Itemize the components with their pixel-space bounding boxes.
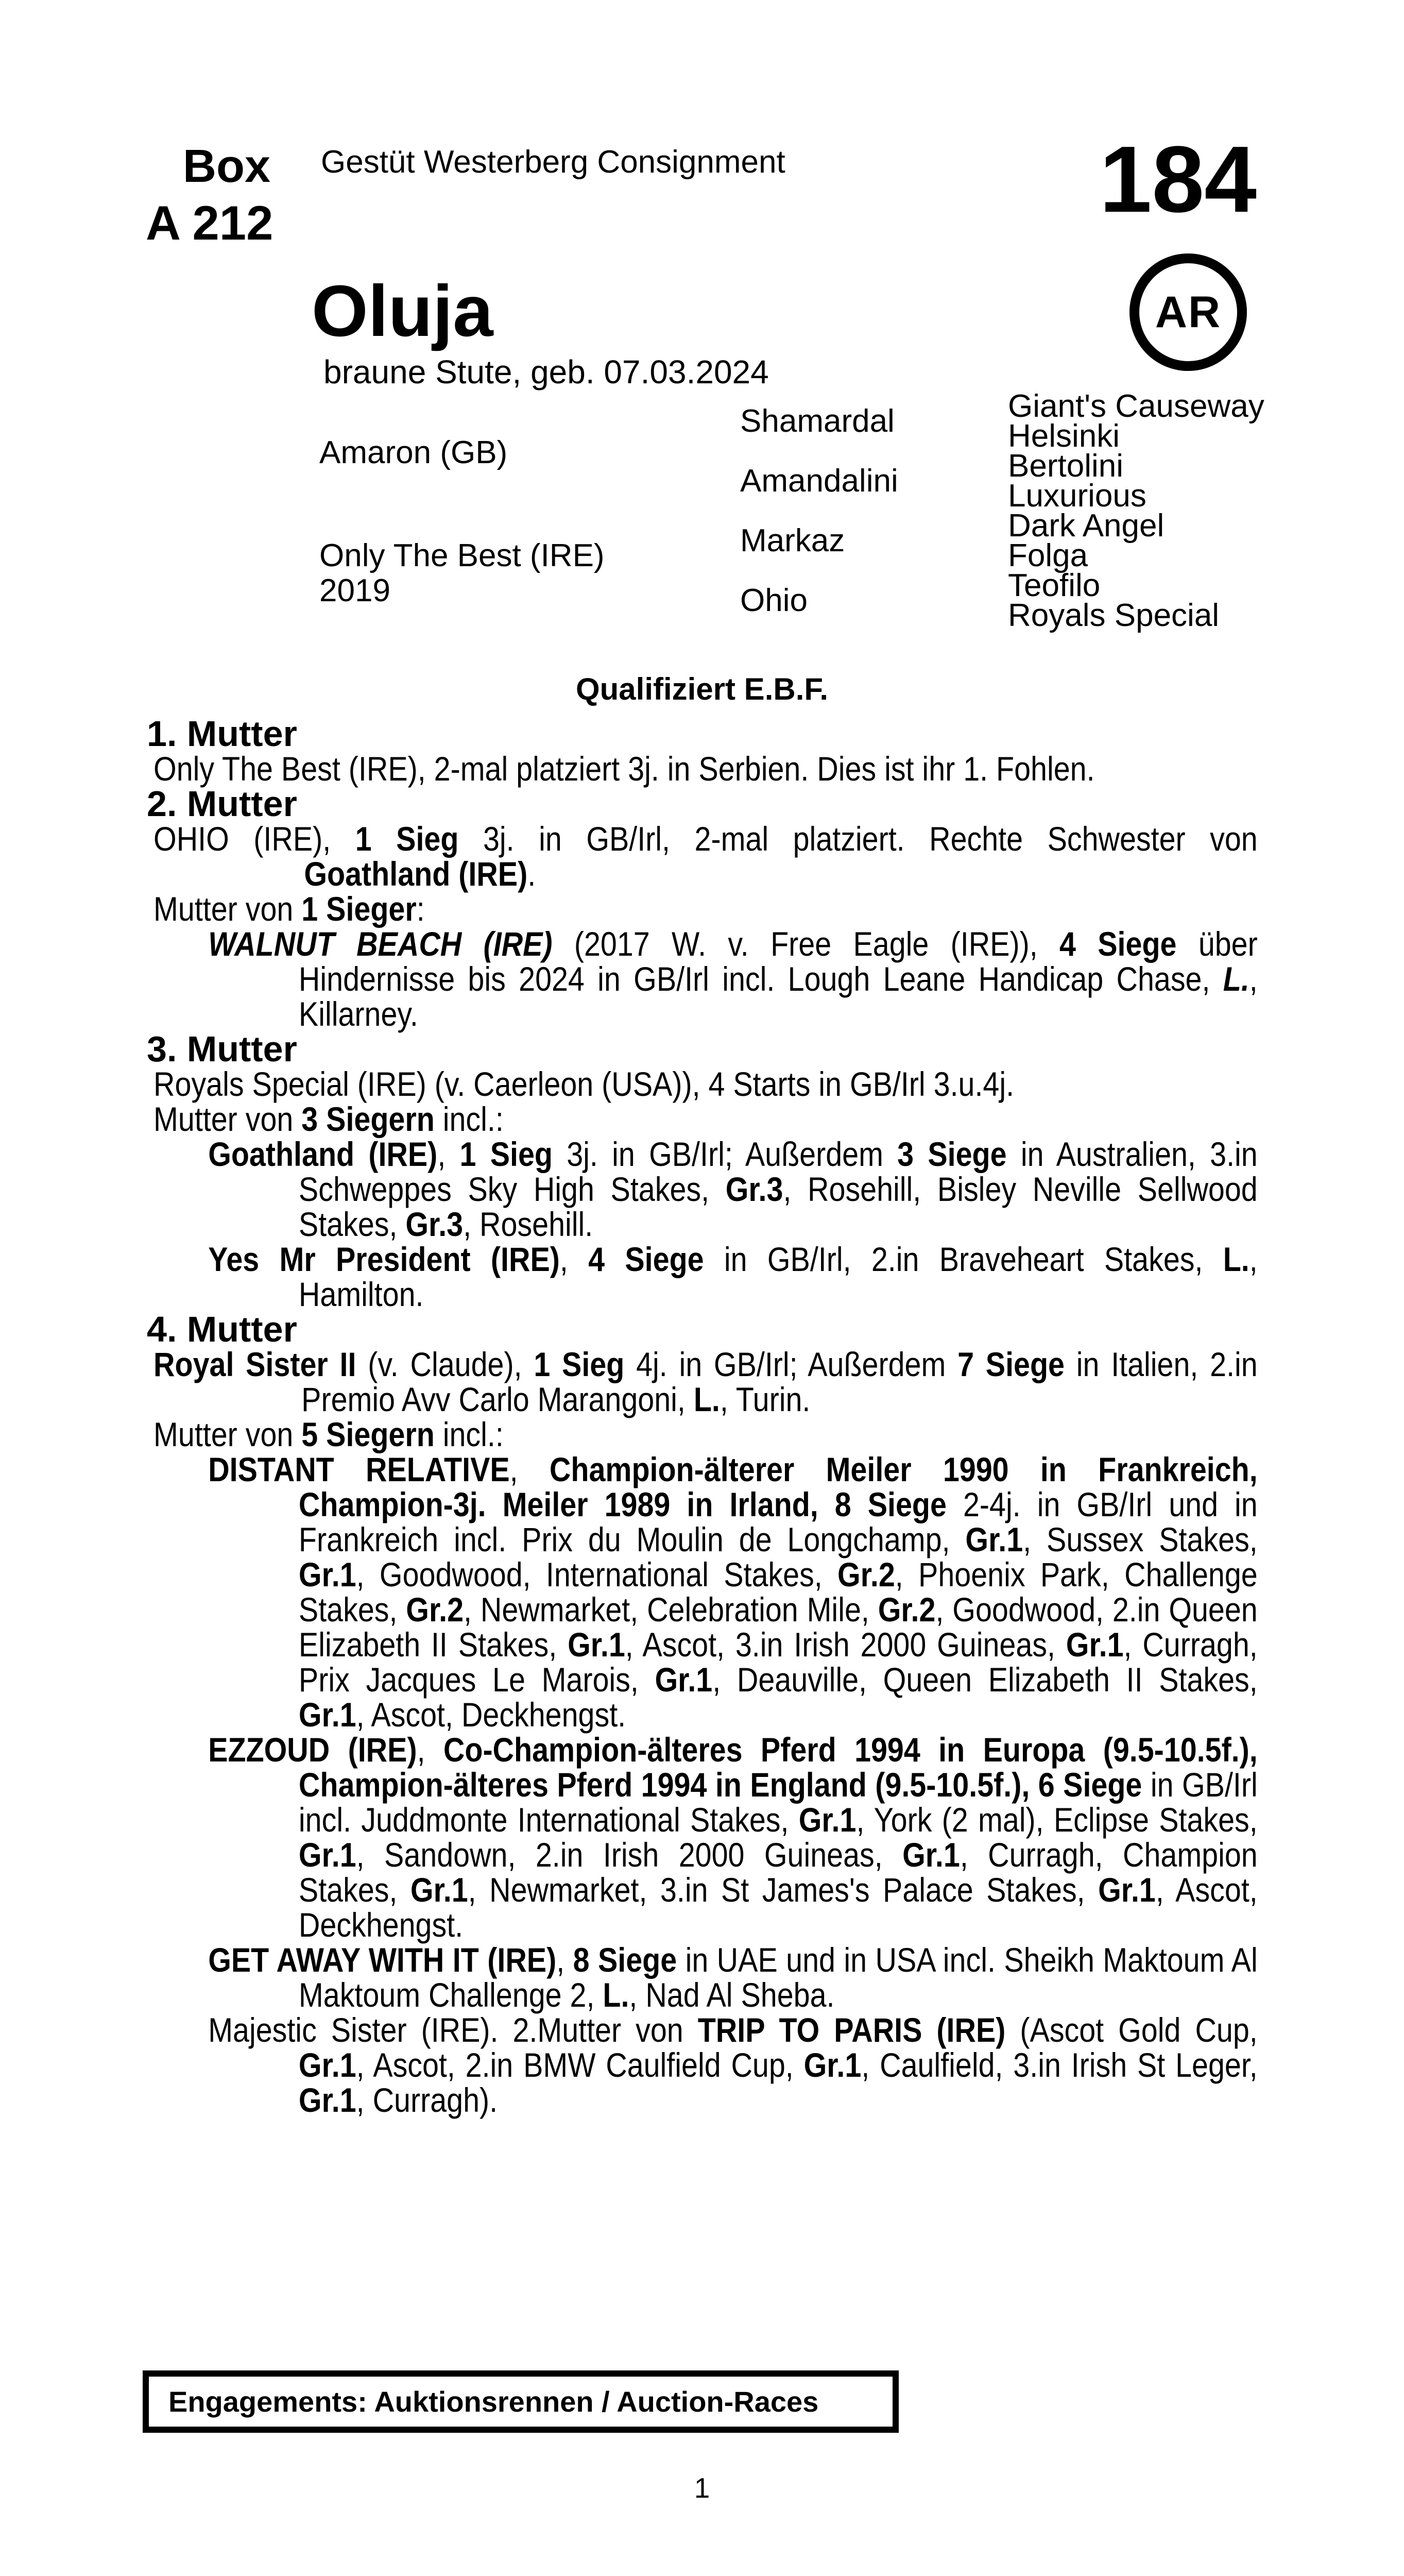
pedigree-dam-name: Only The Best (IRE) xyxy=(319,538,605,573)
ar-badge-label: AR xyxy=(1155,287,1222,337)
pedigree-gen2-dam-sire: Markaz xyxy=(740,523,845,558)
engagements-label: Engagements: Auktionsrennen / Auction-Races xyxy=(168,2385,819,2418)
pedigree-gen3-name: Dark Angel xyxy=(1008,508,1165,544)
family-paragraph: Only The Best (IRE), 2-mal platziert 3j. in Serbien. Dies ist ihr 1. Fohlen. xyxy=(153,750,1095,788)
pedigree-gen3-name: Folga xyxy=(1008,538,1088,573)
lot-number: 184 xyxy=(1099,126,1257,232)
box-number: A 212 xyxy=(146,196,273,250)
mare-family-sections xyxy=(147,716,1258,2117)
pedigree-gen2-sire-sire: Shamardal xyxy=(740,403,895,439)
family-paragraph: Goathland (IRE), 1 Sieg 3j. in GB/Irl; Außerdem 3 Siege in Australien, 3.in Schweppes Sky High Stakes, Gr.3, Rosehill, Bisley Neville Sellwood Stakes, Gr.3, Rosehill. xyxy=(208,1135,1258,1243)
box-label: Box xyxy=(183,141,271,192)
pedigree-gen3-column xyxy=(1008,388,1264,633)
family-paragraph: Yes Mr President (IRE), 4 Siege in GB/Irl, 2.in Braveheart Stakes, L., Hamilton. xyxy=(208,1240,1258,1313)
section-1-mutter xyxy=(147,716,1258,786)
section-heading: 3. Mutter xyxy=(147,1029,297,1069)
family-paragraph: Mutter von 3 Siegern incl.: xyxy=(153,1100,504,1138)
family-paragraph: GET AWAY WITH IT (IRE), 8 Siege in UAE und in USA incl. Sheikh Maktoum Al Maktoum Challenge 2, L., Nad Al Sheba. xyxy=(208,1941,1258,2014)
ebf-qualification: Qualifiziert E.B.F. xyxy=(575,672,829,706)
pedigree-gen2-dam-dam: Ohio xyxy=(740,583,808,618)
section-3-mutter xyxy=(147,1031,1258,1312)
engagements-box xyxy=(143,2370,899,2433)
ar-badge-icon xyxy=(1129,253,1247,371)
pedigree-dam-year: 2019 xyxy=(319,573,390,608)
pedigree-gen2-sire-dam: Amandalini xyxy=(740,463,898,499)
family-paragraph: WALNUT BEACH (IRE) (2017 W. v. Free Eagle (IRE)), 4 Siege über Hindernisse bis 2024 in GB/Irl incl. Lough Leane Handicap Chase, L., Killarney. xyxy=(208,925,1258,1033)
section-heading: 2. Mutter xyxy=(147,784,297,824)
family-paragraph: Majestic Sister (IRE). 2.Mutter von TRIP TO PARIS (IRE) (Ascot Gold Cup, Gr.1, Ascot, 2.in BMW Caulfield Cup, Gr.1, Caulfield, 3.in Irish St Leger, Gr.1, Curragh). xyxy=(208,2011,1258,2119)
horse-details: braune Stute, geb. 07.03.2024 xyxy=(323,353,769,391)
family-paragraph: OHIO (IRE), 1 Sieg 3j. in GB/Irl, 2-mal platziert. Rechte Schwester von xyxy=(153,820,1258,858)
pedigree-gen3-name: Giant's Causeway xyxy=(1008,388,1264,424)
pedigree-gen3-name: Royals Special xyxy=(1008,598,1220,633)
section-2-mutter xyxy=(147,786,1258,1031)
pedigree-sire: Amaron (GB) xyxy=(319,435,508,470)
pedigree-gen3-name: Teofilo xyxy=(1008,568,1101,603)
horse-name: Oluja xyxy=(312,270,493,351)
family-paragraph: Mutter von 1 Sieger: xyxy=(153,890,425,928)
page-number: 1 xyxy=(694,2472,710,2504)
family-paragraph: Royals Special (IRE) (v. Caerleon (USA)), 4 Starts in GB/Irl 3.u.4j. xyxy=(153,1065,1015,1103)
section-heading: 4. Mutter xyxy=(147,1309,297,1349)
family-paragraph: Mutter von 5 Siegern incl.: xyxy=(153,1415,504,1453)
family-paragraph: EZZOUD (IRE), Co-Champion-älteres Pferd 1994 in Europa (9.5-10.5f.), Champion-älteres Pferd 1994 in England (9.5-10.5f.), 6 Siege in GB/Irl incl. Juddmonte International Stakes, Gr.1, York (2 mal), Eclipse Stakes, Gr.1, Sandown, 2.in Irish 2000 Guineas, Gr.1, Curragh, Champion Stakes, Gr.1, Newmarket, 3.in St James's Palace Stakes, Gr.1, Ascot, Deckhengst. xyxy=(208,1731,1258,1944)
section-heading: 1. Mutter xyxy=(147,714,297,754)
section-4-mutter xyxy=(147,1309,1258,2119)
consignor-name: Gestüt Westerberg Consignment xyxy=(321,144,785,180)
pedigree-gen3-name: Luxurious xyxy=(1008,478,1146,514)
pedigree-gen3-name: Bertolini xyxy=(1008,448,1123,484)
family-paragraph: Goathland (IRE). xyxy=(304,855,536,893)
pedigree-gen3-name: Helsinki xyxy=(1008,418,1120,454)
pedigree-dam xyxy=(319,538,605,608)
family-paragraph: DISTANT RELATIVE, Champion-älterer Meiler 1990 in Frankreich, Champion-3j. Meiler 1989 in Irland, 8 Siege 2-4j. in GB/Irl und in Frankreich incl. Prix du Moulin de Longchamp, Gr.1, Sussex Stakes, Gr.1, Goodwood, International Stakes, Gr.2, Phoenix Park, Challenge Stakes, Gr.2, Newmarket, Celebration Mile, Gr.2, Goodwood, 2.in Queen Elizabeth II Stakes, Gr.1, Ascot, 3.in Irish 2000 Guineas, Gr.1, Curragh, Prix Jacques Le Marois, Gr.1, Deauville, Queen Elizabeth II Stakes, Gr.1, Ascot, Deckhengst. xyxy=(208,1450,1258,1734)
family-paragraph: Royal Sister II (v. Claude), 1 Sieg 4j. in GB/Irl; Außerdem 7 Siege in Italien, 2.in Premio Avv Carlo Marangoni, L., Turin. xyxy=(153,1345,1258,1418)
